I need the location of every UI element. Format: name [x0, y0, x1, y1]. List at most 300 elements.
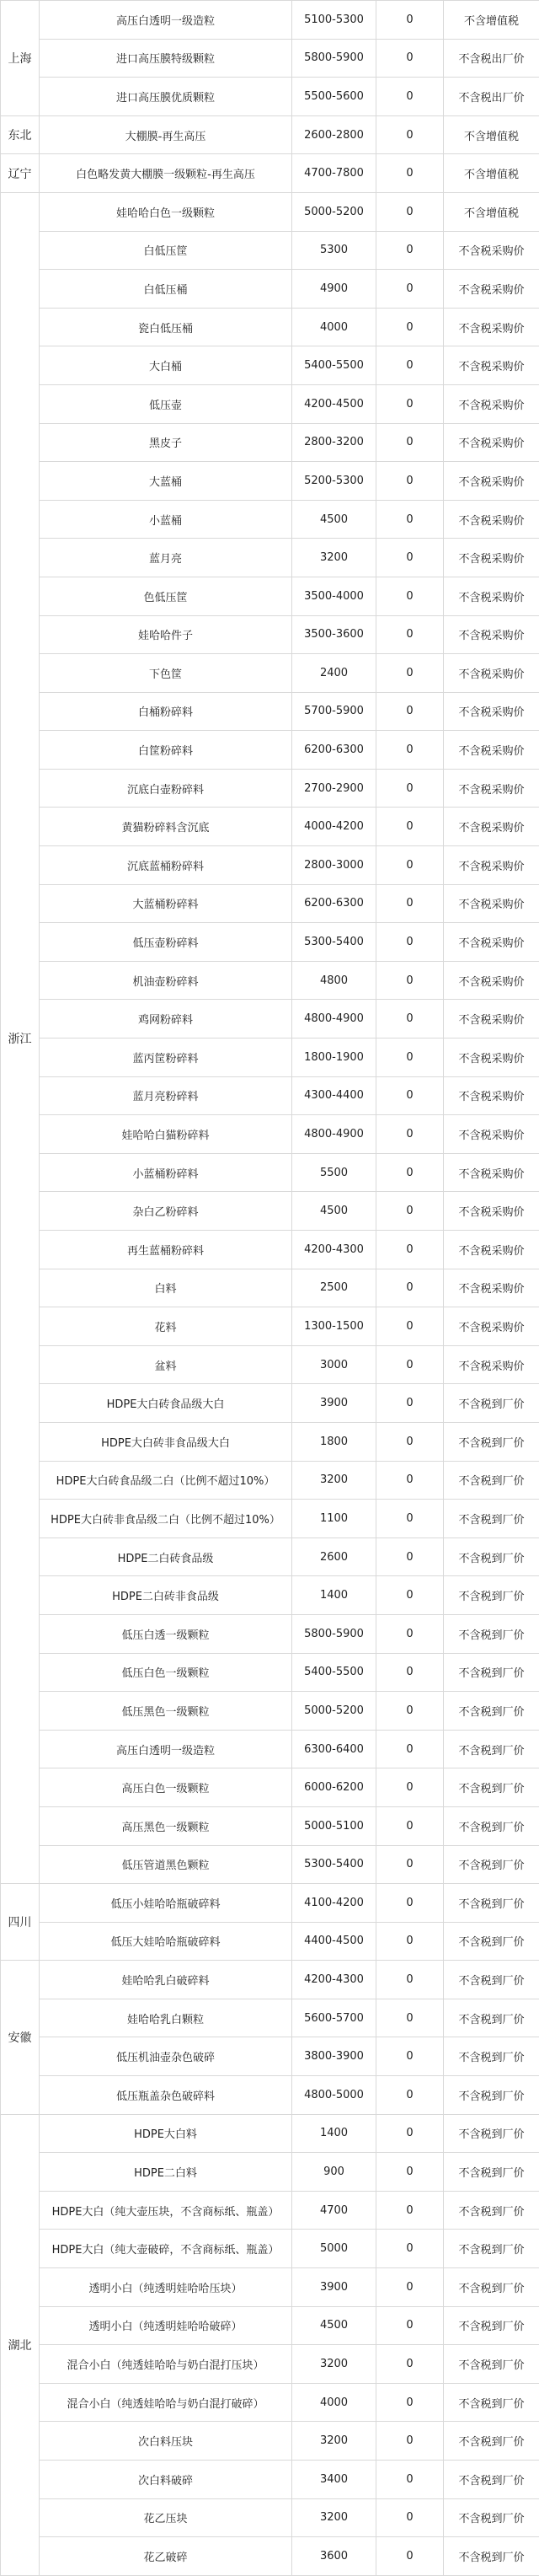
table-row	[1, 154, 539, 193]
change-cell: 0	[376, 231, 444, 270]
price-cell: 5200-5300	[292, 462, 376, 501]
note-cell: 不含税到厂价	[444, 2537, 539, 2576]
product-cell: 低压机油壶杂色破碎	[40, 2037, 292, 2076]
price-cell: 5100-5300	[292, 1, 376, 40]
price-cell: 2800-3000	[292, 846, 376, 885]
table-row	[1, 2383, 539, 2422]
table-row	[1, 1384, 539, 1423]
change-cell: 0	[376, 1999, 444, 2037]
price-cell: 4800	[292, 961, 376, 1000]
note-cell: 不含税采购价	[444, 808, 539, 846]
change-cell: 0	[376, 2191, 444, 2230]
price-cell: 5500-5600	[292, 78, 376, 116]
table-row	[1, 769, 539, 808]
price-cell: 3200	[292, 2422, 376, 2461]
product-cell: 花料	[40, 1307, 292, 1346]
change-cell: 0	[376, 1653, 444, 1692]
note-cell: 不含税采购价	[444, 384, 539, 423]
price-cell: 5300-5400	[292, 1845, 376, 1884]
table-row	[1, 1345, 539, 1384]
product-cell: 低压壶	[40, 384, 292, 423]
table-row	[1, 1730, 539, 1768]
change-cell: 0	[376, 2268, 444, 2307]
change-cell: 0	[376, 615, 444, 654]
note-cell: 不含税到厂价	[444, 1653, 539, 1692]
table-row	[1, 308, 539, 346]
product-cell: 黄猫粉碎料含沉底	[40, 808, 292, 846]
change-cell: 0	[376, 1307, 444, 1346]
table-row	[1, 1653, 539, 1692]
note-cell: 不含税采购价	[444, 923, 539, 962]
price-cell: 2700-2900	[292, 769, 376, 808]
change-cell: 0	[376, 115, 444, 154]
product-cell: 次白料破碎	[40, 2461, 292, 2499]
table-row	[1, 270, 539, 309]
price-cell: 1400	[292, 2114, 376, 2153]
region-cell: 湖北	[1, 2114, 40, 2575]
product-cell: 低压白透一级颗粒	[40, 1614, 292, 1653]
price-cell: 1300-1500	[292, 1307, 376, 1346]
table-row	[1, 192, 539, 231]
note-cell: 不含税采购价	[444, 462, 539, 501]
change-cell: 0	[376, 2230, 444, 2268]
change-cell: 0	[376, 500, 444, 539]
table-row	[1, 2191, 539, 2230]
price-cell: 3200	[292, 539, 376, 577]
price-cell: 3800-3900	[292, 2037, 376, 2076]
change-cell: 0	[376, 384, 444, 423]
change-cell: 0	[376, 884, 444, 923]
change-cell: 0	[376, 2498, 444, 2537]
price-cell: 4200-4500	[292, 384, 376, 423]
product-cell: 低压白色一级颗粒	[40, 1653, 292, 1692]
note-cell: 不含税采购价	[444, 577, 539, 615]
product-cell: 高压黑色一级颗粒	[40, 1806, 292, 1845]
product-cell: 娃哈哈白色一级颗粒	[40, 192, 292, 231]
table-row	[1, 2076, 539, 2115]
table-row	[1, 1, 539, 40]
note-cell: 不含税到厂价	[444, 2076, 539, 2115]
product-cell: 白桶粉碎料	[40, 692, 292, 731]
price-cell: 3400	[292, 2461, 376, 2499]
change-cell: 0	[376, 2114, 444, 2153]
change-cell: 0	[376, 1884, 444, 1923]
price-cell: 4500	[292, 2306, 376, 2345]
change-cell: 0	[376, 192, 444, 231]
table-row	[1, 423, 539, 462]
change-cell: 0	[376, 1845, 444, 1884]
product-cell: 机油壶粉碎料	[40, 961, 292, 1000]
product-cell: 低压大娃哈哈瓶破碎料	[40, 1922, 292, 1961]
note-cell: 不含税采购价	[444, 308, 539, 346]
table-row	[1, 961, 539, 1000]
price-cell: 4500	[292, 500, 376, 539]
note-cell: 不含税到厂价	[444, 1422, 539, 1461]
note-cell: 不含税到厂价	[444, 1384, 539, 1423]
note-cell: 不含税到厂价	[444, 1999, 539, 2037]
change-cell: 0	[376, 2306, 444, 2345]
price-cell: 4000	[292, 2383, 376, 2422]
price-cell: 3200	[292, 1461, 376, 1500]
product-cell: 再生蓝桶粉碎料	[40, 1231, 292, 1269]
table-row	[1, 2306, 539, 2345]
product-cell: 沉底白壶粉碎料	[40, 769, 292, 808]
product-cell: 低压管道黑色颗粒	[40, 1845, 292, 1884]
note-cell: 不含税到厂价	[444, 2191, 539, 2230]
note-cell: 不含税到厂价	[444, 2114, 539, 2153]
note-cell: 不含税到厂价	[444, 2037, 539, 2076]
product-cell: 白低压筐	[40, 231, 292, 270]
price-cell: 3600	[292, 2537, 376, 2576]
table-row	[1, 1614, 539, 1653]
note-cell: 不含税到厂价	[444, 1845, 539, 1884]
product-cell: 进口高压膜优质颗粒	[40, 78, 292, 116]
price-cell: 1800	[292, 1422, 376, 1461]
change-cell: 0	[376, 1922, 444, 1961]
change-cell: 0	[376, 1000, 444, 1038]
price-cell: 5600-5700	[292, 1999, 376, 2037]
product-cell: 杂白乙粉碎料	[40, 1192, 292, 1231]
note-cell: 不含税到厂价	[444, 1576, 539, 1615]
note-cell: 不含税采购价	[444, 961, 539, 1000]
price-cell: 3200	[292, 2345, 376, 2384]
table-row	[1, 1845, 539, 1884]
price-cell: 4800-5000	[292, 2076, 376, 2115]
product-cell: 高压白透明一级造粒	[40, 1730, 292, 1768]
price-cell: 5300-5400	[292, 923, 376, 962]
note-cell: 不含增值税	[444, 154, 539, 193]
table-row	[1, 1000, 539, 1038]
note-cell: 不含税采购价	[444, 1000, 539, 1038]
note-cell: 不含税采购价	[444, 1231, 539, 1269]
price-cell: 5400-5500	[292, 346, 376, 385]
change-cell: 0	[376, 1538, 444, 1576]
table-row	[1, 2461, 539, 2499]
price-cell: 2600-2800	[292, 115, 376, 154]
table-row	[1, 654, 539, 693]
price-cell: 5000-5200	[292, 192, 376, 231]
product-cell: 瓷白低压桶	[40, 308, 292, 346]
region-cell: 四川	[1, 1884, 40, 1961]
note-cell: 不含税到厂价	[444, 1538, 539, 1576]
price-cell: 5000	[292, 2230, 376, 2268]
product-cell: 花乙压块	[40, 2498, 292, 2537]
product-cell: 次白料压块	[40, 2422, 292, 2461]
region-cell: 上海	[1, 1, 40, 116]
region-cell: 安徽	[1, 1961, 40, 2114]
table-row	[1, 2422, 539, 2461]
price-cell: 5700-5900	[292, 692, 376, 731]
price-cell: 5000-5200	[292, 1692, 376, 1731]
note-cell: 不含税到厂价	[444, 1806, 539, 1845]
note-cell: 不含增值税	[444, 1, 539, 40]
product-cell: 蓝月亮	[40, 539, 292, 577]
product-cell: HDPE大白（纯大壶压块，不含商标纸、瓶盖）	[40, 2191, 292, 2230]
product-cell: 白色略发黄大棚膜一级颗粒-再生高压	[40, 154, 292, 193]
price-cell: 6300-6400	[292, 1730, 376, 1768]
note-cell: 不含税到厂价	[444, 2306, 539, 2345]
note-cell: 不含税到厂价	[444, 2422, 539, 2461]
product-cell: 混合小白（纯透娃哈哈与奶白混打压块）	[40, 2345, 292, 2384]
table-row	[1, 384, 539, 423]
note-cell: 不含税采购价	[444, 500, 539, 539]
note-cell: 不含增值税	[444, 192, 539, 231]
note-cell: 不含税采购价	[444, 1076, 539, 1115]
change-cell: 0	[376, 1806, 444, 1845]
change-cell: 0	[376, 1576, 444, 1615]
note-cell: 不含税采购价	[444, 346, 539, 385]
price-cell: 3200	[292, 2498, 376, 2537]
change-cell: 0	[376, 1345, 444, 1384]
price-cell: 1100	[292, 1500, 376, 1538]
note-cell: 不含增值税	[444, 115, 539, 154]
note-cell: 不含税到厂价	[444, 1961, 539, 1999]
price-cell: 3900	[292, 2268, 376, 2307]
price-cell: 6200-6300	[292, 884, 376, 923]
table-row	[1, 1076, 539, 1115]
product-cell: HDPE大白砖非食品级二白（比例不超过10%）	[40, 1500, 292, 1538]
price-cell: 5400-5500	[292, 1653, 376, 1692]
product-cell: 高压白透明一级造粒	[40, 1, 292, 40]
table-row	[1, 2537, 539, 2576]
table-row	[1, 808, 539, 846]
table-row	[1, 577, 539, 615]
note-cell: 不含税采购价	[444, 231, 539, 270]
product-cell: 大白桶	[40, 346, 292, 385]
table-row	[1, 2345, 539, 2384]
table-row	[1, 1038, 539, 1077]
price-cell: 4700-7800	[292, 154, 376, 193]
table-row	[1, 1500, 539, 1538]
table-row	[1, 2268, 539, 2307]
product-cell: HDPE二白砖食品级	[40, 1538, 292, 1576]
note-cell: 不含税采购价	[444, 1192, 539, 1231]
price-cell: 2600	[292, 1538, 376, 1576]
product-cell: 低压黑色一级颗粒	[40, 1692, 292, 1731]
product-cell: 透明小白（纯透明娃哈哈破碎）	[40, 2306, 292, 2345]
price-cell: 3500-4000	[292, 577, 376, 615]
region-cell: 浙江	[1, 192, 40, 1883]
note-cell: 不含税到厂价	[444, 1768, 539, 1807]
table-row	[1, 692, 539, 731]
note-cell: 不含税到厂价	[444, 1922, 539, 1961]
change-cell: 0	[376, 1692, 444, 1731]
change-cell: 0	[376, 1461, 444, 1500]
note-cell: 不含税出厂价	[444, 39, 539, 78]
product-cell: 沉底蓝桶粉碎料	[40, 846, 292, 885]
price-cell: 4900	[292, 270, 376, 309]
product-cell: 白低压桶	[40, 270, 292, 309]
product-cell: 盆料	[40, 1345, 292, 1384]
change-cell: 0	[376, 923, 444, 962]
product-cell: 进口高压膜特级颗粒	[40, 39, 292, 78]
change-cell: 0	[376, 1422, 444, 1461]
table-row	[1, 1461, 539, 1500]
table-row	[1, 1884, 539, 1923]
note-cell: 不含税采购价	[444, 654, 539, 693]
price-cell: 2500	[292, 1269, 376, 1307]
note-cell: 不含税到厂价	[444, 2461, 539, 2499]
product-cell: 白筐粉碎料	[40, 731, 292, 770]
price-cell: 3900	[292, 1384, 376, 1423]
price-cell: 5800-5900	[292, 39, 376, 78]
table-row	[1, 1422, 539, 1461]
table-row	[1, 923, 539, 962]
price-cell: 4200-4300	[292, 1961, 376, 1999]
product-cell: 鸡网粉碎料	[40, 1000, 292, 1038]
region-cell: 辽宁	[1, 154, 40, 193]
change-cell: 0	[376, 154, 444, 193]
note-cell: 不含税到厂价	[444, 1500, 539, 1538]
change-cell: 0	[376, 1269, 444, 1307]
price-cell: 5000-5100	[292, 1806, 376, 1845]
note-cell: 不含税采购价	[444, 884, 539, 923]
change-cell: 0	[376, 1038, 444, 1077]
price-cell: 2400	[292, 654, 376, 693]
table-row	[1, 539, 539, 577]
table-row	[1, 2114, 539, 2153]
price-cell: 1800-1900	[292, 1038, 376, 1077]
change-cell: 0	[376, 2345, 444, 2384]
product-cell: 高压白色一级颗粒	[40, 1768, 292, 1807]
product-cell: 大蓝桶粉碎料	[40, 884, 292, 923]
product-cell: 蓝月亮粉碎料	[40, 1076, 292, 1115]
note-cell: 不含税采购价	[444, 1269, 539, 1307]
change-cell: 0	[376, 654, 444, 693]
table-row	[1, 1692, 539, 1731]
note-cell: 不含税采购价	[444, 1307, 539, 1346]
table-row	[1, 2037, 539, 2076]
table-row	[1, 1115, 539, 1154]
change-cell: 0	[376, 2383, 444, 2422]
region-cell: 东北	[1, 115, 40, 154]
price-cell: 4800-4900	[292, 1115, 376, 1154]
table-row	[1, 884, 539, 923]
note-cell: 不含税出厂价	[444, 78, 539, 116]
price-cell: 4100-4200	[292, 1884, 376, 1923]
table-row	[1, 462, 539, 501]
note-cell: 不含税采购价	[444, 615, 539, 654]
note-cell: 不含税采购价	[444, 1115, 539, 1154]
note-cell: 不含税采购价	[444, 1345, 539, 1384]
price-cell: 4700	[292, 2191, 376, 2230]
note-cell: 不含税到厂价	[444, 2498, 539, 2537]
table-row	[1, 346, 539, 385]
table-row	[1, 1307, 539, 1346]
change-cell: 0	[376, 2037, 444, 2076]
change-cell: 0	[376, 1115, 444, 1154]
note-cell: 不含税采购价	[444, 1038, 539, 1077]
change-cell: 0	[376, 1500, 444, 1538]
product-cell: 混合小白（纯透娃哈哈与奶白混打破碎）	[40, 2383, 292, 2422]
price-cell: 6000-6200	[292, 1768, 376, 1807]
table-row	[1, 115, 539, 154]
note-cell: 不含税采购价	[444, 539, 539, 577]
note-cell: 不含税采购价	[444, 423, 539, 462]
product-cell: 娃哈哈件子	[40, 615, 292, 654]
table-row	[1, 846, 539, 885]
product-cell: 色低压筐	[40, 577, 292, 615]
product-cell: 低压瓶盖杂色破碎料	[40, 2076, 292, 2115]
change-cell: 0	[376, 1231, 444, 1269]
product-cell: 小蓝桶粉碎料	[40, 1153, 292, 1192]
change-cell: 0	[376, 1076, 444, 1115]
table-row	[1, 1922, 539, 1961]
product-cell: HDPE大白砖食品级二白（比例不超过10%）	[40, 1461, 292, 1500]
table-row	[1, 1961, 539, 1999]
note-cell: 不含税采购价	[444, 1153, 539, 1192]
table-row	[1, 1153, 539, 1192]
change-cell: 0	[376, 423, 444, 462]
product-cell: 白料	[40, 1269, 292, 1307]
change-cell: 0	[376, 2461, 444, 2499]
product-cell: HDPE大白料	[40, 2114, 292, 2153]
price-cell: 4300-4400	[292, 1076, 376, 1115]
product-cell: 娃哈哈乳白颗粒	[40, 1999, 292, 2037]
change-cell: 0	[376, 1, 444, 40]
table-row	[1, 1269, 539, 1307]
price-cell: 5800-5900	[292, 1614, 376, 1653]
change-cell: 0	[376, 1730, 444, 1768]
product-cell: 低压壶粉碎料	[40, 923, 292, 962]
product-cell: 小蓝桶	[40, 500, 292, 539]
change-cell: 0	[376, 539, 444, 577]
table-row	[1, 1538, 539, 1576]
product-cell: 大棚膜-再生高压	[40, 115, 292, 154]
change-cell: 0	[376, 1961, 444, 1999]
note-cell: 不含税采购价	[444, 769, 539, 808]
table-row	[1, 78, 539, 116]
product-cell: 黑皮子	[40, 423, 292, 462]
note-cell: 不含税到厂价	[444, 1730, 539, 1768]
change-cell: 0	[376, 1614, 444, 1653]
change-cell: 0	[376, 1153, 444, 1192]
table-row	[1, 231, 539, 270]
table-row	[1, 731, 539, 770]
product-cell: 低压小娃哈哈瓶破碎料	[40, 1884, 292, 1923]
product-cell: HDPE大白砖非食品级大白	[40, 1422, 292, 1461]
price-cell: 5300	[292, 231, 376, 270]
table-row	[1, 39, 539, 78]
change-cell: 0	[376, 2153, 444, 2192]
change-cell: 0	[376, 1384, 444, 1423]
note-cell: 不含税到厂价	[444, 2345, 539, 2384]
price-cell: 4200-4300	[292, 1231, 376, 1269]
note-cell: 不含税到厂价	[444, 1884, 539, 1923]
change-cell: 0	[376, 808, 444, 846]
table-row	[1, 1576, 539, 1615]
change-cell: 0	[376, 1192, 444, 1231]
change-cell: 0	[376, 731, 444, 770]
table-row	[1, 2498, 539, 2537]
change-cell: 0	[376, 1768, 444, 1807]
change-cell: 0	[376, 346, 444, 385]
table-row	[1, 500, 539, 539]
product-cell: 娃哈哈乳白破碎料	[40, 1961, 292, 1999]
price-cell: 4400-4500	[292, 1922, 376, 1961]
change-cell: 0	[376, 39, 444, 78]
change-cell: 0	[376, 692, 444, 731]
product-cell: HDPE大白砖食品级大白	[40, 1384, 292, 1423]
price-cell: 900	[292, 2153, 376, 2192]
note-cell: 不含税到厂价	[444, 2383, 539, 2422]
table-row	[1, 1999, 539, 2037]
product-cell: HDPE二白料	[40, 2153, 292, 2192]
price-cell: 6200-6300	[292, 731, 376, 770]
price-cell: 4000-4200	[292, 808, 376, 846]
note-cell: 不含税到厂价	[444, 2268, 539, 2307]
table-row	[1, 1806, 539, 1845]
